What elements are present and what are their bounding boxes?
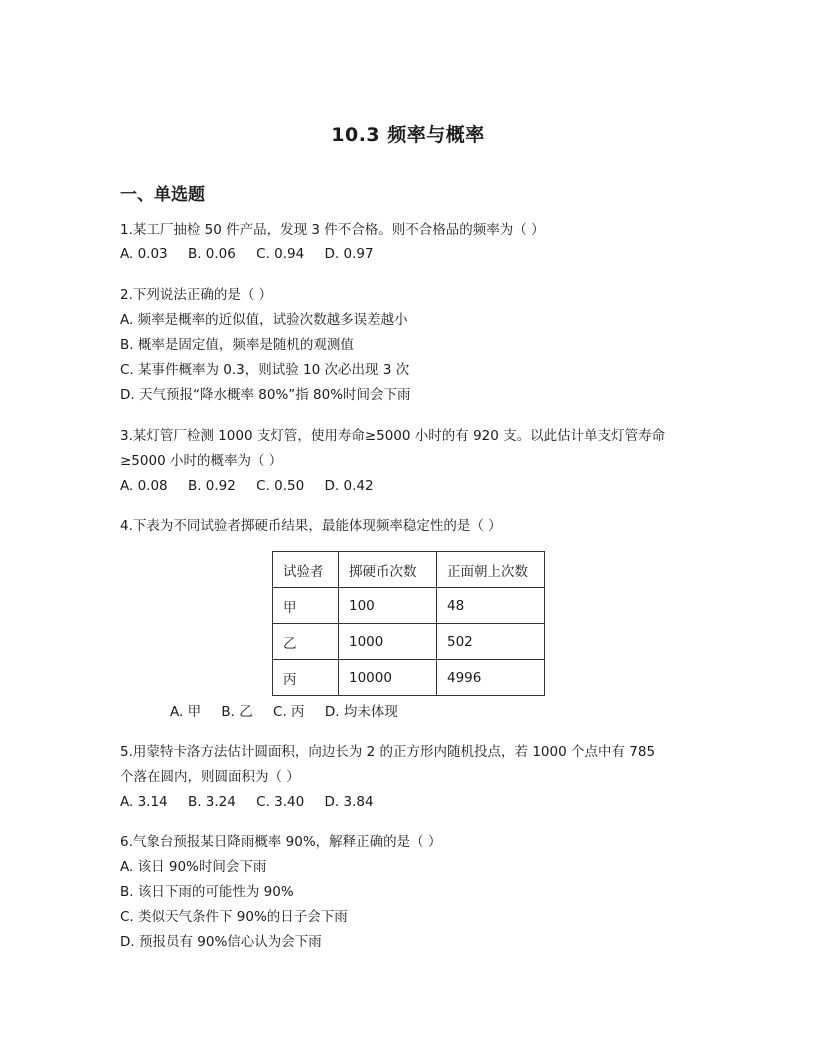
option-a: A. 0.08: [120, 478, 168, 494]
table-header-cell: 正面朝上次数: [437, 552, 545, 588]
question-5-stem-line-2: 个落在圆内，则圆面积为（ ）: [120, 769, 300, 785]
table-header-row: [273, 552, 545, 588]
option-c: C. 0.94: [256, 246, 305, 262]
section-heading: 一、单选题: [120, 185, 205, 205]
option-b: B. 0.92: [187, 478, 236, 494]
document-title: 10.3 频率与概率: [331, 124, 485, 146]
table-row: [273, 660, 545, 696]
question-6-stem: 6.气象台预报某日降雨概率 90%，解释正确的是（ ）: [120, 834, 442, 850]
question-2-option-d: D. 天气预报“降水概率 80%”指 80%时间会下雨: [120, 387, 411, 403]
option-d: D. 3.84: [324, 794, 374, 810]
option-b: B. 3.24: [187, 794, 236, 810]
question-4-stem: 4.下表为不同试验者掷硬币结果，最能体现频率稳定性的是（ ）: [120, 518, 502, 534]
table-cell: 甲: [273, 588, 339, 624]
question-3-stem-line-2: ≥5000 小时的概率为（ ）: [120, 453, 283, 469]
option-b: B. 乙: [221, 704, 253, 720]
option-d: D. 0.97: [324, 246, 374, 262]
question-3-options: [120, 477, 374, 495]
option-a: A. 0.03: [120, 246, 168, 262]
table-row: [273, 624, 545, 660]
table-header-cell: 掷硬币次数: [339, 552, 437, 588]
question-2-option-a: A. 频率是概率的近似值，试验次数越多误差越小: [120, 312, 408, 328]
table-row: [273, 588, 545, 624]
question-2-option-b: B. 概率是固定值，频率是随机的观测值: [120, 337, 354, 353]
question-5-stem-line-1: 5.用蒙特卡洛方法估计圆面积，向边长为 2 的正方形内随机投点，若 1000 个点中有 785: [120, 744, 656, 760]
option-b: B. 0.06: [187, 246, 236, 262]
coin-toss-table: [272, 551, 545, 696]
question-5-options: [120, 793, 374, 811]
table-cell: 502: [437, 624, 545, 660]
question-1-options: [120, 245, 374, 263]
option-d: D. 均未体现: [324, 704, 398, 720]
table-cell: 丙: [273, 660, 339, 696]
table-header-cell: 试验者: [273, 552, 339, 588]
option-c: C. 0.50: [256, 478, 305, 494]
question-2-option-c: C. 某事件概率为 0.3，则试验 10 次必出现 3 次: [120, 362, 410, 378]
option-a: A. 3.14: [120, 794, 168, 810]
table-cell: 1000: [339, 624, 437, 660]
question-1-stem: 1.某工厂抽检 50 件产品，发现 3 件不合格。则不合格品的频率为（ ）: [120, 222, 545, 238]
question-2-stem: 2.下列说法正确的是（ ）: [120, 287, 273, 303]
question-4-options: [170, 703, 398, 721]
question-6-option-b: B. 该日下雨的可能性为 90%: [120, 884, 294, 900]
table-cell: 100: [339, 588, 437, 624]
option-a: A. 甲: [170, 704, 202, 720]
question-6-option-c: C. 类似天气条件下 90%的日子会下雨: [120, 909, 348, 925]
option-c: C. 丙: [273, 704, 305, 720]
question-6-option-d: D. 预报员有 90%信心认为会下雨: [120, 934, 322, 950]
table-cell: 乙: [273, 624, 339, 660]
option-d: D. 0.42: [324, 478, 374, 494]
table-cell: 10000: [339, 660, 437, 696]
table-cell: 4996: [437, 660, 545, 696]
question-6-option-a: A. 该日 90%时间会下雨: [120, 859, 267, 875]
question-3-stem-line-1: 3.某灯管厂检测 1000 支灯管，使用寿命≥5000 小时的有 920 支。以此估计单支灯管寿命: [120, 428, 666, 444]
table-cell: 48: [437, 588, 545, 624]
option-c: C. 3.40: [256, 794, 305, 810]
